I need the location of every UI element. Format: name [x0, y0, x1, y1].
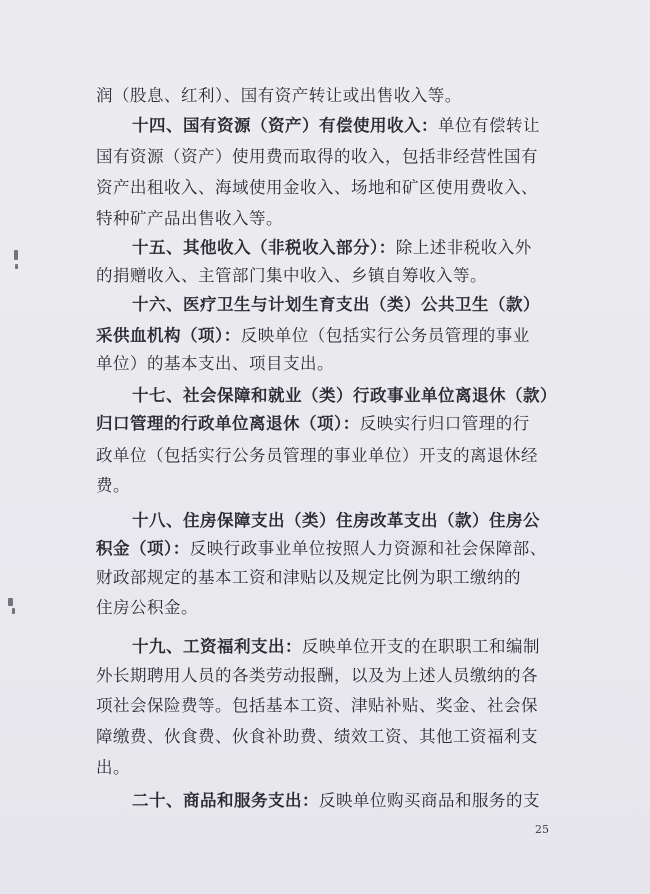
- section-18-line: 住房公积金。: [96, 598, 198, 617]
- section-14-line: 资产出租收入、海域使用金收入、场地和矿区使用费收入、: [96, 178, 538, 197]
- section-heading: 十六、医疗卫生与计划生育支出（类）公共卫生（款）: [132, 295, 540, 314]
- scan-mark: [8, 598, 13, 606]
- section-20-line: 二十、商品和服务支出：反映单位购买商品和服务的支: [132, 791, 540, 810]
- section-heading: 积金（项）：: [96, 539, 190, 558]
- section-16-line: 单位）的基本支出、项目支出。: [96, 354, 334, 373]
- section-heading: 十八、住房保障支出（类）住房改革支出（款）住房公: [132, 511, 540, 530]
- section-14-line: 国有资源（资产）使用费而取得的收入，包括非经营性国有: [96, 147, 538, 166]
- section-19-line: 项社会保险费等。包括基本工资、津贴补贴、奖金、社会保: [96, 696, 538, 715]
- section-17-line: 归口管理的行政单位离退休（项）：反映实行归口管理的行: [96, 414, 530, 433]
- section-16-line: 采供血机构（项）：反映单位（包括实行公务员管理的事业: [96, 326, 530, 345]
- section-16-line: [132, 291, 540, 315]
- section-heading: 采供血机构（项）：: [96, 326, 241, 345]
- section-heading: 二十、商品和服务支出：: [132, 791, 319, 810]
- section-15-line: 十五、其他收入（非税收入部分）：除上述非税收入外: [132, 238, 532, 257]
- section-19-line: 十九、工资福利支出：反映单位开支的在职职工和编制: [132, 637, 540, 656]
- section-heading: 十七、社会保障和就业（类）行政事业单位离退休（款）: [132, 386, 557, 405]
- section-heading: 十五、其他收入（非税收入部分）：: [132, 238, 396, 257]
- scan-mark: [14, 250, 18, 260]
- section-19-line: 出。: [96, 758, 130, 777]
- section-18-line: [132, 507, 540, 531]
- section-18-line: 财政部规定的基本工资和津贴以及规定比例为职工缴纳的: [96, 568, 521, 587]
- page-number: 25: [535, 823, 549, 836]
- section-heading: 归口管理的行政单位离退休（项）：: [96, 414, 360, 433]
- section-17-line: [132, 382, 557, 406]
- section-19-line: 障缴费、伙食费、伙食补助费、绩效工资、其他工资福利支: [96, 727, 538, 746]
- section-19-line: 外长期聘用人员的各类劳动报酬，以及为上述人员缴纳的各: [96, 666, 538, 685]
- section-15-line: 的捐赠收入、主管部门集中收入、乡镇自筹收入等。: [96, 266, 487, 285]
- section-17-line: 费。: [96, 476, 130, 495]
- scan-mark: [12, 608, 15, 614]
- paragraph-line: 润（股息、红利）、国有资产转让或出售收入等。: [96, 86, 462, 105]
- scan-mark: [15, 264, 18, 269]
- section-18-line: 积金（项）：反映行政事业单位按照人力资源和社会保障部、: [96, 539, 547, 558]
- section-14-line: 十四、国有资源（资产）有偿使用收入：单位有偿转让: [132, 116, 540, 135]
- section-heading: 十九、工资福利支出：: [132, 637, 302, 656]
- section-17-line: 政单位（包括实行公务员管理的事业单位）开支的离退休经: [96, 446, 538, 465]
- section-14-line: 特种矿产品出售收入等。: [96, 209, 283, 228]
- section-heading: 十四、国有资源（资产）有偿使用收入：: [132, 116, 438, 135]
